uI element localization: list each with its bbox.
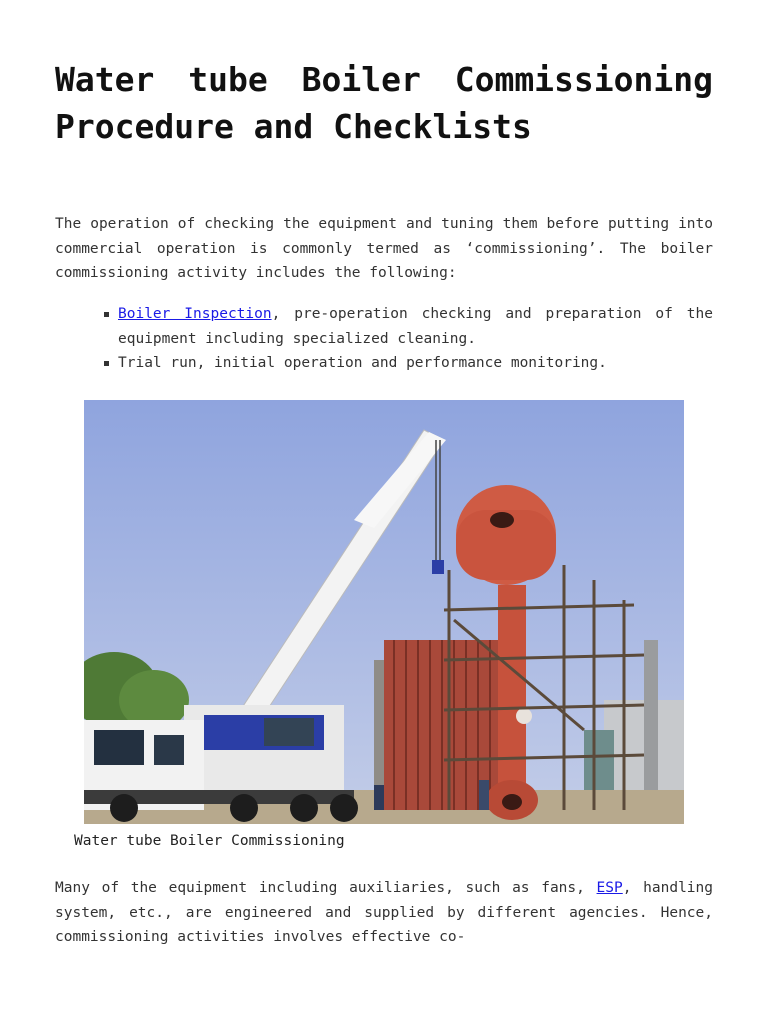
bullet-icon (104, 312, 109, 317)
list-item-text: , pre-operation checking and preparation of the equipment including specialized cleaning. (118, 306, 713, 347)
commissioning-steps-list (118, 302, 713, 376)
list-item (118, 351, 713, 376)
article-title: Water tube Boiler Commissioning Procedure and Checklists (55, 60, 713, 146)
boiler-inspection-link[interactable]: Boiler Inspection (118, 306, 272, 322)
bullet-icon (104, 361, 109, 366)
boiler-crane-illustration (84, 400, 684, 824)
boiler-commissioning-photo (84, 400, 684, 824)
body-text: , handling system, etc., are engineered and supplied by different agencies. Hence, commissioning activities involves effective co- (55, 880, 713, 945)
list-item (118, 302, 713, 351)
esp-link[interactable]: ESP (596, 880, 623, 896)
body-text: Many of the equipment including auxiliaries, such as fans, (55, 880, 597, 896)
figure-caption: Water tube Boiler Commissioning (74, 833, 345, 849)
body-paragraph (55, 876, 713, 950)
list-item-text: Trial run, initial operation and performance monitoring. (118, 355, 607, 371)
intro-paragraph: The operation of checking the equipment and tuning them before putting into commercial operation is commonly termed as ‘commissioning’. The boiler commissioning activity includes the following: (55, 216, 713, 281)
